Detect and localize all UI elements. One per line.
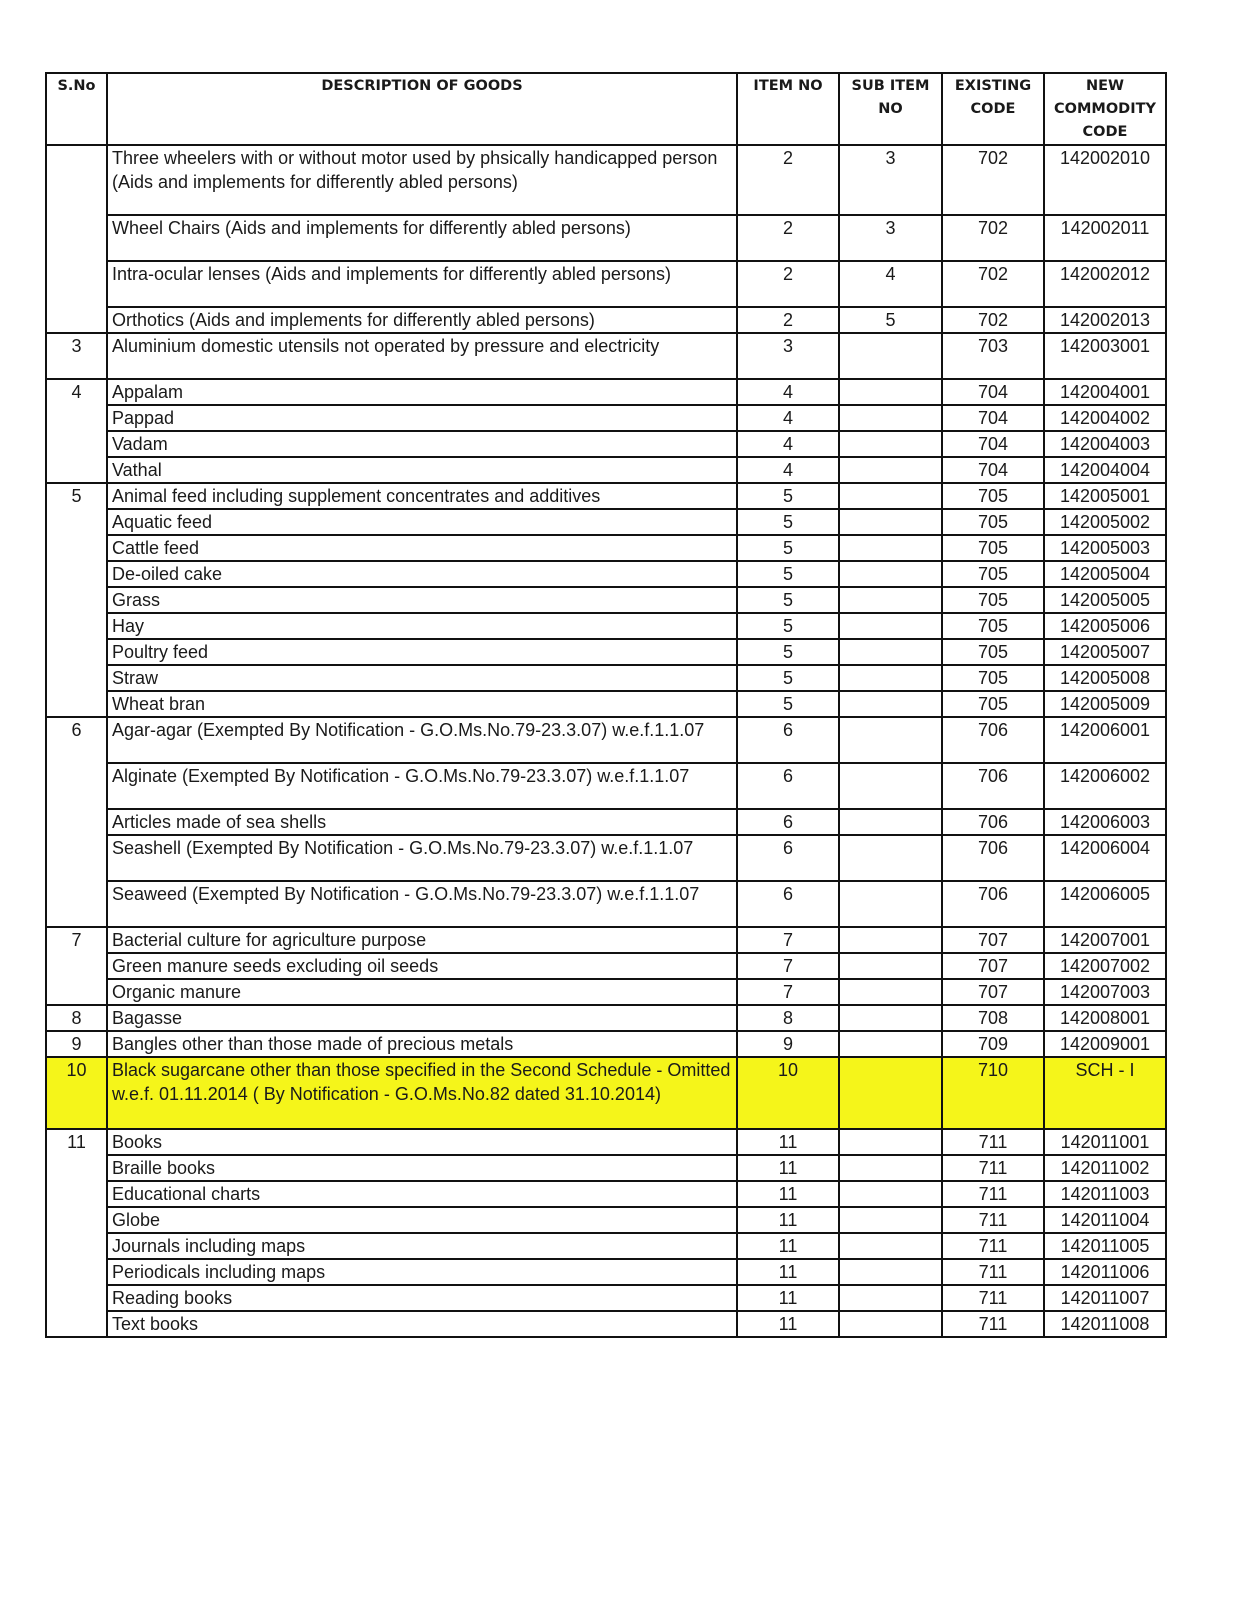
cell-sno — [46, 881, 107, 927]
cell-new-commodity-code: 142005006 — [1044, 613, 1166, 639]
cell-new-commodity-code: 142011007 — [1044, 1285, 1166, 1311]
cell-existing-code: 705 — [942, 535, 1044, 561]
table-row — [46, 1005, 1166, 1031]
cell-existing-code: 711 — [942, 1259, 1044, 1285]
cell-sno — [46, 979, 107, 1005]
cell-existing-code: 706 — [942, 809, 1044, 835]
cell-new-commodity-code: 142005009 — [1044, 691, 1166, 717]
table-row — [46, 333, 1166, 379]
table-row — [46, 1285, 1166, 1311]
cell-sub-item-no: 3 — [839, 145, 942, 215]
cell-new-commodity-code: 142011008 — [1044, 1311, 1166, 1337]
cell-sno: 9 — [46, 1031, 107, 1057]
table-row — [46, 665, 1166, 691]
cell-description: Agar-agar (Exempted By Notification - G.O.Ms.No.79-23.3.07) w.e.f.1.1.07 — [107, 717, 737, 763]
cell-new-commodity-code: 142007002 — [1044, 953, 1166, 979]
cell-sno — [46, 145, 107, 215]
cell-description: Organic manure — [107, 979, 737, 1005]
cell-sno — [46, 561, 107, 587]
cell-description: Intra-ocular lenses (Aids and implements for differently abled persons) — [107, 261, 737, 307]
cell-description: Wheel Chairs (Aids and implements for differently abled persons) — [107, 215, 737, 261]
cell-sub-item-no — [839, 639, 942, 665]
cell-new-commodity-code: 142011004 — [1044, 1207, 1166, 1233]
table-row — [46, 763, 1166, 809]
cell-description: Vathal — [107, 457, 737, 483]
table-body — [46, 145, 1166, 1337]
cell-existing-code: 711 — [942, 1207, 1044, 1233]
table-row — [46, 379, 1166, 405]
cell-sub-item-no — [839, 379, 942, 405]
cell-description: Bagasse — [107, 1005, 737, 1031]
cell-description: Text books — [107, 1311, 737, 1337]
cell-existing-code: 705 — [942, 561, 1044, 587]
cell-existing-code: 705 — [942, 613, 1044, 639]
cell-item-no: 5 — [737, 665, 839, 691]
cell-existing-code: 707 — [942, 927, 1044, 953]
table-row — [46, 535, 1166, 561]
cell-existing-code: 704 — [942, 405, 1044, 431]
cell-new-commodity-code: 142011005 — [1044, 1233, 1166, 1259]
cell-sub-item-no — [839, 405, 942, 431]
cell-item-no: 5 — [737, 561, 839, 587]
cell-new-commodity-code: 142007003 — [1044, 979, 1166, 1005]
header-item-no: ITEM NO — [737, 73, 839, 145]
cell-sub-item-no — [839, 1285, 942, 1311]
cell-existing-code: 702 — [942, 215, 1044, 261]
cell-new-commodity-code: 142011002 — [1044, 1155, 1166, 1181]
cell-item-no: 11 — [737, 1259, 839, 1285]
cell-sub-item-no — [839, 1311, 942, 1337]
cell-sno — [46, 835, 107, 881]
cell-new-commodity-code: 142002010 — [1044, 145, 1166, 215]
cell-description: Poultry feed — [107, 639, 737, 665]
cell-existing-code: 702 — [942, 307, 1044, 333]
cell-sub-item-no — [839, 1129, 942, 1155]
header-sub-item-no: SUB ITEM NO — [839, 73, 942, 145]
cell-sub-item-no — [839, 953, 942, 979]
cell-new-commodity-code: 142003001 — [1044, 333, 1166, 379]
cell-new-commodity-code: 142002013 — [1044, 307, 1166, 333]
cell-sub-item-no — [839, 1233, 942, 1259]
cell-sno — [46, 809, 107, 835]
cell-new-commodity-code: 142005008 — [1044, 665, 1166, 691]
cell-item-no: 11 — [737, 1207, 839, 1233]
cell-new-commodity-code: 142005001 — [1044, 483, 1166, 509]
cell-sub-item-no — [839, 1005, 942, 1031]
cell-existing-code: 705 — [942, 639, 1044, 665]
table-row — [46, 561, 1166, 587]
cell-sub-item-no — [839, 835, 942, 881]
cell-new-commodity-code: 142006001 — [1044, 717, 1166, 763]
cell-existing-code: 711 — [942, 1311, 1044, 1337]
table-row — [46, 979, 1166, 1005]
cell-existing-code: 702 — [942, 145, 1044, 215]
cell-new-commodity-code: 142006002 — [1044, 763, 1166, 809]
table-row — [46, 1233, 1166, 1259]
cell-sno: 11 — [46, 1129, 107, 1155]
cell-item-no: 5 — [737, 691, 839, 717]
cell-new-commodity-code: 142002011 — [1044, 215, 1166, 261]
cell-existing-code: 707 — [942, 953, 1044, 979]
cell-item-no: 5 — [737, 535, 839, 561]
cell-item-no: 2 — [737, 145, 839, 215]
cell-new-commodity-code: 142002012 — [1044, 261, 1166, 307]
cell-description: Reading books — [107, 1285, 737, 1311]
cell-existing-code: 708 — [942, 1005, 1044, 1031]
cell-new-commodity-code: 142008001 — [1044, 1005, 1166, 1031]
cell-existing-code: 710 — [942, 1057, 1044, 1129]
table-row — [46, 215, 1166, 261]
cell-description: Seaweed (Exempted By Notification - G.O.Ms.No.79-23.3.07) w.e.f.1.1.07 — [107, 881, 737, 927]
cell-description: Educational charts — [107, 1181, 737, 1207]
cell-description: Alginate (Exempted By Notification - G.O.Ms.No.79-23.3.07) w.e.f.1.1.07 — [107, 763, 737, 809]
header-sno: S.No — [46, 73, 107, 145]
cell-description: Braille books — [107, 1155, 737, 1181]
cell-sno — [46, 307, 107, 333]
cell-sub-item-no — [839, 1031, 942, 1057]
cell-sub-item-no — [839, 457, 942, 483]
cell-item-no: 4 — [737, 431, 839, 457]
cell-sub-item-no — [839, 927, 942, 953]
cell-item-no: 4 — [737, 457, 839, 483]
cell-new-commodity-code: 142004004 — [1044, 457, 1166, 483]
cell-sno: 6 — [46, 717, 107, 763]
cell-sub-item-no — [839, 665, 942, 691]
cell-new-commodity-code: 142011003 — [1044, 1181, 1166, 1207]
cell-sno — [46, 587, 107, 613]
table-row — [46, 431, 1166, 457]
table-row — [46, 307, 1166, 333]
cell-new-commodity-code: 142011006 — [1044, 1259, 1166, 1285]
cell-description: Aluminium domestic utensils not operated by pressure and electricity — [107, 333, 737, 379]
cell-sno — [46, 509, 107, 535]
cell-item-no: 2 — [737, 261, 839, 307]
cell-sno — [46, 613, 107, 639]
table-header-row — [46, 73, 1166, 145]
header-existing-code: EXISTING CODE — [942, 73, 1044, 145]
cell-description: Hay — [107, 613, 737, 639]
cell-sno — [46, 1259, 107, 1285]
table-row — [46, 145, 1166, 215]
table-row — [46, 457, 1166, 483]
table-row — [46, 613, 1166, 639]
table-row — [46, 953, 1166, 979]
cell-description: Animal feed including supplement concentrates and additives — [107, 483, 737, 509]
cell-existing-code: 704 — [942, 457, 1044, 483]
cell-item-no: 5 — [737, 483, 839, 509]
cell-sno: 5 — [46, 483, 107, 509]
cell-sno — [46, 639, 107, 665]
cell-description: Bangles other than those made of precious metals — [107, 1031, 737, 1057]
cell-sub-item-no: 3 — [839, 215, 942, 261]
cell-existing-code: 711 — [942, 1181, 1044, 1207]
cell-sub-item-no — [839, 763, 942, 809]
cell-sub-item-no — [839, 1181, 942, 1207]
cell-item-no: 2 — [737, 307, 839, 333]
cell-new-commodity-code: 142005005 — [1044, 587, 1166, 613]
cell-sub-item-no — [839, 979, 942, 1005]
cell-sno — [46, 763, 107, 809]
table-row — [46, 1031, 1166, 1057]
cell-description: Cattle feed — [107, 535, 737, 561]
cell-existing-code: 704 — [942, 379, 1044, 405]
cell-item-no: 2 — [737, 215, 839, 261]
cell-new-commodity-code: 142004002 — [1044, 405, 1166, 431]
cell-sub-item-no — [839, 483, 942, 509]
cell-existing-code: 709 — [942, 1031, 1044, 1057]
cell-sub-item-no — [839, 561, 942, 587]
table-row — [46, 261, 1166, 307]
cell-new-commodity-code: 142005002 — [1044, 509, 1166, 535]
cell-existing-code: 705 — [942, 509, 1044, 535]
cell-sno — [46, 1233, 107, 1259]
cell-sub-item-no — [839, 333, 942, 379]
table-row — [46, 809, 1166, 835]
cell-item-no: 5 — [737, 639, 839, 665]
cell-description: Seashell (Exempted By Notification - G.O.Ms.No.79-23.3.07) w.e.f.1.1.07 — [107, 835, 737, 881]
cell-sub-item-no — [839, 1207, 942, 1233]
cell-item-no: 3 — [737, 333, 839, 379]
cell-sno: 7 — [46, 927, 107, 953]
cell-sno — [46, 431, 107, 457]
cell-sub-item-no — [839, 587, 942, 613]
cell-existing-code: 707 — [942, 979, 1044, 1005]
cell-sub-item-no — [839, 431, 942, 457]
cell-item-no: 6 — [737, 809, 839, 835]
cell-item-no: 10 — [737, 1057, 839, 1129]
cell-description: Black sugarcane other than those specified in the Second Schedule - Omitted w.e.f. 01.11.2014 ( By Notification - G.O.Ms.No.82 dated 31.10.2014) — [107, 1057, 737, 1129]
cell-description: Aquatic feed — [107, 509, 737, 535]
cell-item-no: 5 — [737, 509, 839, 535]
cell-existing-code: 705 — [942, 665, 1044, 691]
cell-sno: 10 — [46, 1057, 107, 1129]
cell-existing-code: 703 — [942, 333, 1044, 379]
cell-description: Green manure seeds excluding oil seeds — [107, 953, 737, 979]
cell-sno — [46, 953, 107, 979]
cell-sub-item-no — [839, 809, 942, 835]
cell-description: Vadam — [107, 431, 737, 457]
cell-item-no: 7 — [737, 979, 839, 1005]
cell-new-commodity-code: 142006004 — [1044, 835, 1166, 881]
cell-sno — [46, 215, 107, 261]
cell-description: Journals including maps — [107, 1233, 737, 1259]
header-description: DESCRIPTION OF GOODS — [107, 73, 737, 145]
cell-existing-code: 706 — [942, 717, 1044, 763]
cell-existing-code: 705 — [942, 691, 1044, 717]
cell-sno — [46, 261, 107, 307]
cell-item-no: 8 — [737, 1005, 839, 1031]
cell-description: Three wheelers with or without motor used by phsically handicapped person (Aids and implements for differently abled persons) — [107, 145, 737, 215]
cell-sno — [46, 1207, 107, 1233]
cell-sub-item-no — [839, 1057, 942, 1129]
cell-item-no: 11 — [737, 1129, 839, 1155]
cell-existing-code: 711 — [942, 1285, 1044, 1311]
cell-item-no: 11 — [737, 1233, 839, 1259]
cell-sno — [46, 665, 107, 691]
table-row — [46, 691, 1166, 717]
table-row — [46, 1181, 1166, 1207]
cell-sno — [46, 457, 107, 483]
cell-sno — [46, 1285, 107, 1311]
cell-description: Articles made of sea shells — [107, 809, 737, 835]
cell-item-no: 5 — [737, 587, 839, 613]
cell-description: Straw — [107, 665, 737, 691]
header-new-commodity-code: NEW COMMODITY CODE — [1044, 73, 1166, 145]
cell-sno — [46, 405, 107, 431]
table-row — [46, 1207, 1166, 1233]
table-row-highlighted — [46, 1057, 1166, 1129]
table-row — [46, 835, 1166, 881]
table-row — [46, 1129, 1166, 1155]
cell-item-no: 6 — [737, 881, 839, 927]
table-row — [46, 717, 1166, 763]
cell-existing-code: 706 — [942, 763, 1044, 809]
table-row — [46, 1155, 1166, 1181]
cell-sub-item-no — [839, 1155, 942, 1181]
table-row — [46, 483, 1166, 509]
cell-description: Appalam — [107, 379, 737, 405]
cell-new-commodity-code: 142005007 — [1044, 639, 1166, 665]
cell-sno: 3 — [46, 333, 107, 379]
cell-new-commodity-code: 142004003 — [1044, 431, 1166, 457]
cell-existing-code: 706 — [942, 881, 1044, 927]
cell-sno: 4 — [46, 379, 107, 405]
cell-sub-item-no — [839, 509, 942, 535]
cell-item-no: 5 — [737, 613, 839, 639]
cell-sno — [46, 691, 107, 717]
cell-item-no: 7 — [737, 953, 839, 979]
cell-sub-item-no — [839, 881, 942, 927]
cell-sno — [46, 535, 107, 561]
cell-item-no: 11 — [737, 1155, 839, 1181]
cell-new-commodity-code: 142009001 — [1044, 1031, 1166, 1057]
cell-existing-code: 711 — [942, 1233, 1044, 1259]
cell-item-no: 9 — [737, 1031, 839, 1057]
cell-existing-code: 706 — [942, 835, 1044, 881]
cell-sub-item-no — [839, 535, 942, 561]
cell-item-no: 6 — [737, 835, 839, 881]
cell-description: Grass — [107, 587, 737, 613]
table-row — [46, 1259, 1166, 1285]
cell-item-no: 6 — [737, 763, 839, 809]
table-row — [46, 881, 1166, 927]
cell-existing-code: 705 — [942, 483, 1044, 509]
cell-new-commodity-code: 142006003 — [1044, 809, 1166, 835]
cell-new-commodity-code: 142006005 — [1044, 881, 1166, 927]
cell-new-commodity-code: 142011001 — [1044, 1129, 1166, 1155]
document-page — [45, 72, 1167, 1338]
table-row — [46, 587, 1166, 613]
goods-table — [45, 72, 1167, 1338]
cell-existing-code: 702 — [942, 261, 1044, 307]
cell-new-commodity-code: 142005004 — [1044, 561, 1166, 587]
cell-item-no: 11 — [737, 1285, 839, 1311]
cell-description: Periodicals including maps — [107, 1259, 737, 1285]
cell-item-no: 6 — [737, 717, 839, 763]
cell-item-no: 11 — [737, 1311, 839, 1337]
cell-sno — [46, 1311, 107, 1337]
table-row — [46, 405, 1166, 431]
cell-new-commodity-code: SCH - I — [1044, 1057, 1166, 1129]
cell-new-commodity-code: 142004001 — [1044, 379, 1166, 405]
cell-existing-code: 711 — [942, 1155, 1044, 1181]
cell-sub-item-no: 5 — [839, 307, 942, 333]
cell-sub-item-no — [839, 1259, 942, 1285]
cell-item-no: 7 — [737, 927, 839, 953]
table-row — [46, 927, 1166, 953]
cell-item-no: 11 — [737, 1181, 839, 1207]
cell-existing-code: 705 — [942, 587, 1044, 613]
cell-item-no: 4 — [737, 379, 839, 405]
cell-item-no: 4 — [737, 405, 839, 431]
cell-description: Bacterial culture for agriculture purpose — [107, 927, 737, 953]
cell-existing-code: 704 — [942, 431, 1044, 457]
cell-sub-item-no — [839, 691, 942, 717]
table-row — [46, 639, 1166, 665]
cell-description: Orthotics (Aids and implements for differently abled persons) — [107, 307, 737, 333]
cell-description: Pappad — [107, 405, 737, 431]
cell-description: De-oiled cake — [107, 561, 737, 587]
cell-sno — [46, 1181, 107, 1207]
cell-sub-item-no — [839, 613, 942, 639]
table-row — [46, 1311, 1166, 1337]
cell-description: Globe — [107, 1207, 737, 1233]
cell-new-commodity-code: 142005003 — [1044, 535, 1166, 561]
cell-sub-item-no — [839, 717, 942, 763]
cell-new-commodity-code: 142007001 — [1044, 927, 1166, 953]
cell-description: Wheat bran — [107, 691, 737, 717]
cell-existing-code: 711 — [942, 1129, 1044, 1155]
cell-description: Books — [107, 1129, 737, 1155]
cell-sno: 8 — [46, 1005, 107, 1031]
cell-sno — [46, 1155, 107, 1181]
table-row — [46, 509, 1166, 535]
cell-sub-item-no: 4 — [839, 261, 942, 307]
